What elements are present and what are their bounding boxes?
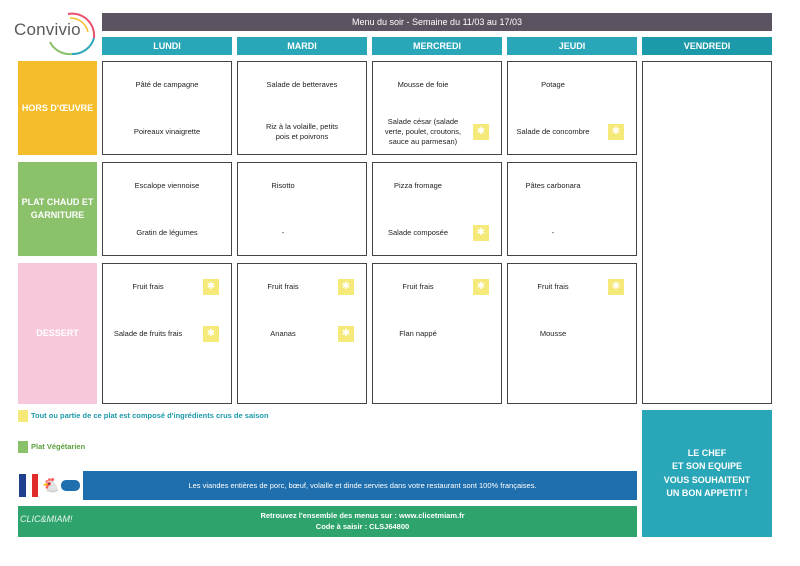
chef-line-2: ET SON EQUIPE (671, 461, 742, 472)
dish-jeudi-plat-1: Pâtes carbonara (525, 181, 581, 190)
dish-lundi-plat-1: Escalope viennoise (134, 181, 200, 190)
vegetarian-leaf-icon (18, 441, 28, 453)
cell-jeudi-dessert (507, 263, 637, 404)
dish-jeudi-hors-1: Potage (541, 80, 565, 89)
logo-text: Convivio (14, 20, 81, 39)
seasonal-legend-icon (18, 410, 28, 422)
dish-lundi-plat-2: Gratin de légumes (136, 228, 198, 237)
seasonal-star-icon: ✱ (608, 124, 624, 140)
dish-mercredi-hors-2 (373, 117, 473, 147)
dish-mardi-plat-2: - (281, 228, 285, 237)
dish-mardi-dessert-2: Ananas (270, 329, 296, 338)
dish-line: Riz à la volaille, petits (265, 122, 339, 131)
day-header-lundi: LUNDI (102, 37, 232, 55)
legend-seasonal: Tout ou partie de ce plat est composé d'ingrédients crus de saison (31, 411, 269, 420)
chef-line-4: UN BON APPETIT ! (666, 487, 748, 498)
cell-mercredi-plat (372, 162, 502, 256)
clicetmiam-logo: CLIC&MIAM! (20, 514, 73, 524)
french-flag-icon (19, 474, 26, 497)
menu-title: Menu du soir - Semaine du 11/03 au 17/03 (102, 13, 772, 31)
dish-jeudi-dessert-1: Fruit frais (537, 282, 569, 291)
cell-vendredi (642, 61, 772, 404)
cell-lundi-dessert (102, 263, 232, 404)
day-header-mardi: MARDI (237, 37, 367, 55)
dish-lundi-dessert-2: Salade de fruits frais (113, 329, 183, 338)
chef-line-1: LE CHEF (687, 448, 727, 459)
seasonal-star-icon: ✱ (203, 326, 219, 342)
dish-mardi-dessert-1: Fruit frais (267, 282, 299, 291)
seasonal-star-icon: ✱ (608, 279, 624, 295)
dish-jeudi-plat-2: - (551, 228, 555, 237)
dish-mercredi-plat-2: Salade composée (387, 228, 449, 237)
dish-mercredi-dessert-1: Fruit frais (402, 282, 434, 291)
cell-mardi-plat (237, 162, 367, 256)
seasonal-star-icon: ✱ (473, 124, 489, 140)
seasonal-star-icon: ✱ (473, 225, 489, 241)
flag-red (32, 474, 38, 497)
dish-jeudi-hors-2: Salade de concombre (516, 127, 590, 136)
day-header-jeudi: JEUDI (507, 37, 637, 55)
dish-mercredi-dessert-2: Flan nappé (399, 329, 437, 338)
chef-line-3: VOUS SOUHAITENT (663, 474, 751, 485)
cell-mardi-dessert (237, 263, 367, 404)
seasonal-star-icon: ✱ (203, 279, 219, 295)
cell-mardi-hors (237, 61, 367, 155)
dish-mardi-hors-1: Salade de betteraves (266, 80, 338, 89)
dish-line: Salade césar (salade (387, 117, 459, 126)
dish-mercredi-hors-1: Mousse de foie (397, 80, 449, 89)
cell-mercredi-hors (372, 61, 502, 155)
category-dessert (18, 263, 97, 404)
cell-jeudi-hors (507, 61, 637, 155)
clicetmiam-link[interactable]: Retrouvez l'ensemble des menus sur : www.clicetmiam.fr (260, 511, 465, 520)
dish-lundi-hors-2: Poireaux vinaigrette (133, 127, 201, 136)
pig-icon (61, 480, 80, 491)
seasonal-star-icon: ✱ (473, 279, 489, 295)
clicetmiam-code: Code à saisir : CLSJ64800 (315, 522, 410, 531)
seasonal-star-icon: ✱ (338, 326, 354, 342)
category-label-line-1: PLAT CHAUD ET (21, 197, 94, 208)
seasonal-star-icon: ✱ (338, 279, 354, 295)
dish-lundi-dessert-1: Fruit frais (132, 282, 164, 291)
chicken-icon: 🐔 (42, 477, 60, 493)
dish-mardi-plat-1: Risotto (271, 181, 295, 190)
legend-vegetarian: Plat Végétarien (31, 442, 86, 451)
category-hors-doeuvre (18, 61, 97, 155)
category-plat-chaud (18, 162, 97, 256)
origin-banner (18, 471, 637, 500)
day-header-vendredi: VENDREDI (642, 37, 772, 55)
clicetmiam-banner (18, 506, 637, 537)
cell-lundi-hors (102, 61, 232, 155)
category-label: DESSERT (36, 328, 79, 339)
cell-mercredi-dessert (372, 263, 502, 404)
dish-lundi-hors-1: Pâté de campagne (135, 80, 199, 89)
category-label-line-2: GARNITURE (30, 210, 85, 220)
origin-text: Les viandes entières de porc, bœuf, volaille et dinde servies dans votre restaurant sont 100% françaises. (188, 481, 537, 490)
dish-mardi-hors-2 (238, 122, 366, 142)
dish-line: pois et poivrons (275, 132, 329, 142)
banner-icons (18, 471, 83, 500)
dish-line: sauce au parmesan) (388, 137, 458, 147)
dish-mercredi-plat-1: Pizza fromage (394, 181, 442, 190)
cell-lundi-plat (102, 162, 232, 256)
chef-message (642, 410, 772, 537)
cell-jeudi-plat (507, 162, 637, 256)
day-header-mercredi: MERCREDI (372, 37, 502, 55)
dish-jeudi-dessert-2: Mousse (539, 329, 567, 338)
category-label: HORS D'ŒUVRE (21, 102, 94, 113)
dish-line: verte, poulet, croutons, (384, 127, 462, 137)
convivio-logo (10, 8, 98, 56)
